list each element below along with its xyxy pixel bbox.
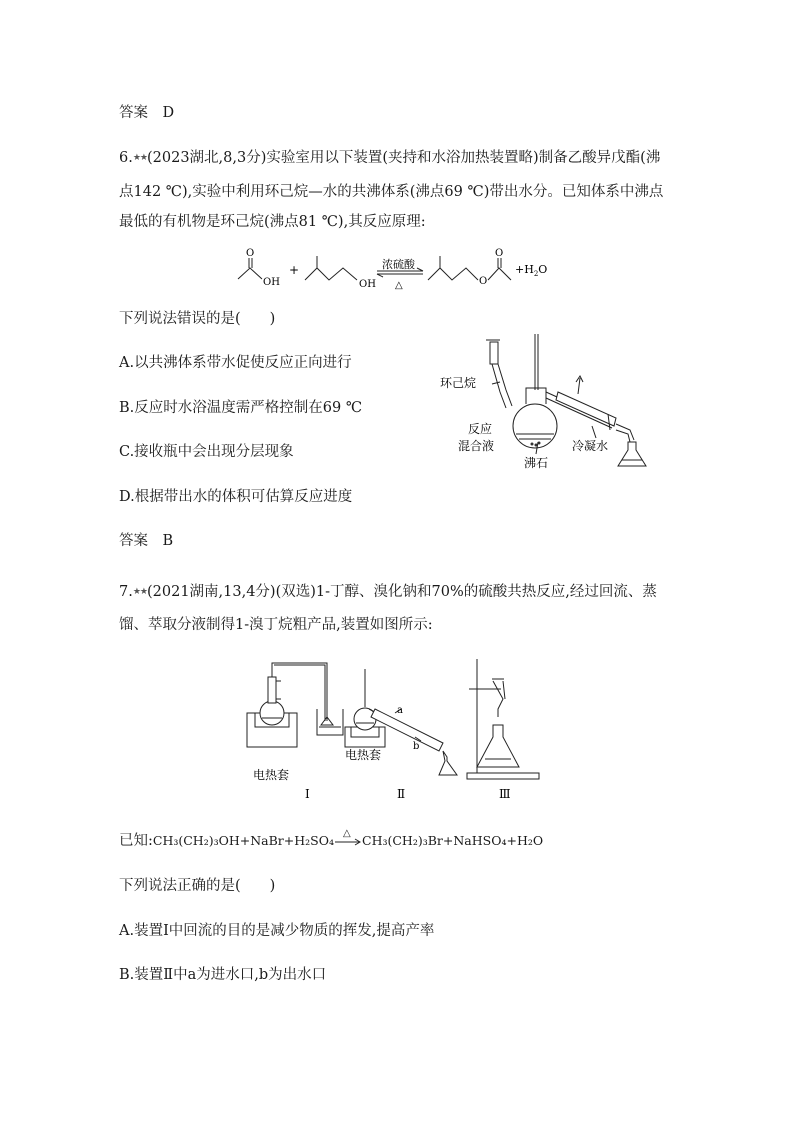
acid-carbonyl-o: O: [246, 248, 255, 259]
difficulty-stars-icon: ★★: [132, 587, 147, 597]
known-heat-symbol: △: [343, 827, 351, 839]
q6-option-c: C.接收瓶中会出现分层现象: [119, 444, 294, 460]
q6-number: 6.: [119, 150, 133, 166]
esterification-reaction-scheme: [225, 244, 565, 296]
q7-option-a: A.装置Ⅰ中回流的目的是减少物质的挥发,提高产率: [119, 923, 435, 939]
q6-option-b: B.反应时水浴温度需严格控制在69 ℃: [119, 400, 363, 416]
label-boiling-chips: 沸石: [524, 456, 549, 470]
acid-oh: OH: [263, 277, 280, 288]
q6-stem: 下列说法错误的是( ): [119, 311, 276, 327]
difficulty-stars-icon: ★★: [132, 153, 147, 163]
product-water: $+H_2O$: [515, 263, 548, 278]
q7-known-reaction: [119, 827, 544, 851]
acetic-acid-structure: [238, 258, 262, 279]
q6-line2: 点142 ℃),实验中利用环己烷—水的共沸体系(沸点69 ℃)带出水分。已知体系中沸点: [119, 184, 664, 200]
ester-o: O: [479, 276, 488, 287]
reaction-plus: +: [289, 263, 300, 277]
label-roman-2: Ⅱ: [397, 787, 406, 801]
q6-text-line1: (2023湖北,8,3分)实验室用以下装置(夹持和水浴加热装置略)制备乙酸异戊酯(沸: [146, 150, 661, 166]
catalyst-label: 浓硫酸: [382, 258, 415, 271]
label-heater-1: 电热套: [253, 768, 290, 782]
q6-option-a: A.以共沸体系带水促使反应正向进行: [119, 355, 352, 371]
known-lhs: CH₃(CH₂)₃OH+NaBr+H₂SO₄: [152, 833, 334, 848]
q7-line2: 馏、萃取分液制得1-溴丁烷粗产品,装置如图所示:: [119, 617, 433, 633]
known-prefix: 已知:: [119, 833, 153, 849]
q7-apparatus-figure: [245, 655, 545, 803]
answer-q6: 答案 B: [119, 533, 174, 549]
reaction-arrow: [334, 827, 362, 850]
ester-carbonyl-o: O: [495, 248, 504, 259]
q7-option-b: B.装置Ⅱ中a为进水口,b为出水口: [119, 967, 327, 983]
label-heater-2: 电热套: [345, 748, 382, 762]
known-rhs: CH₃(CH₂)₃Br+NaHSO₄+H₂O: [362, 833, 544, 848]
q6-line3: 最低的有机物是环己烷(沸点81 ℃),其反应原理:: [119, 214, 426, 230]
answer-q5: 答案 D: [119, 105, 175, 121]
label-reaction-1: 反应: [468, 422, 493, 436]
q6-apparatus-figure: [440, 330, 680, 478]
label-b: b: [413, 741, 420, 752]
label-condenser-water: 冷凝水: [572, 439, 609, 453]
q6-line1: [119, 148, 660, 168]
isoamyl-alcohol-structure: [305, 256, 357, 280]
label-roman-3: Ⅲ: [499, 787, 511, 801]
label-roman-1: Ⅰ: [305, 787, 310, 801]
alcohol-oh: OH: [359, 279, 376, 290]
q7-stem: 下列说法正确的是( ): [119, 878, 276, 894]
q6-option-d: D.根据带出水的体积可估算反应进度: [119, 489, 353, 505]
label-reaction-2: 混合液: [458, 439, 495, 453]
q7-number: 7.: [119, 584, 133, 600]
heat-symbol: △: [395, 280, 403, 291]
arrow-icon: [334, 837, 362, 847]
q7-line1: [119, 582, 657, 602]
q7-text-line1: (2021湖南,13,4分)(双选)1-丁醇、溴化钠和70%的硫酸共热反应,经过回流、蒸: [146, 584, 657, 600]
label-a: a: [397, 705, 403, 716]
isoamyl-acetate-structure: [428, 256, 511, 280]
label-cyclohexane: 环己烷: [440, 376, 477, 390]
